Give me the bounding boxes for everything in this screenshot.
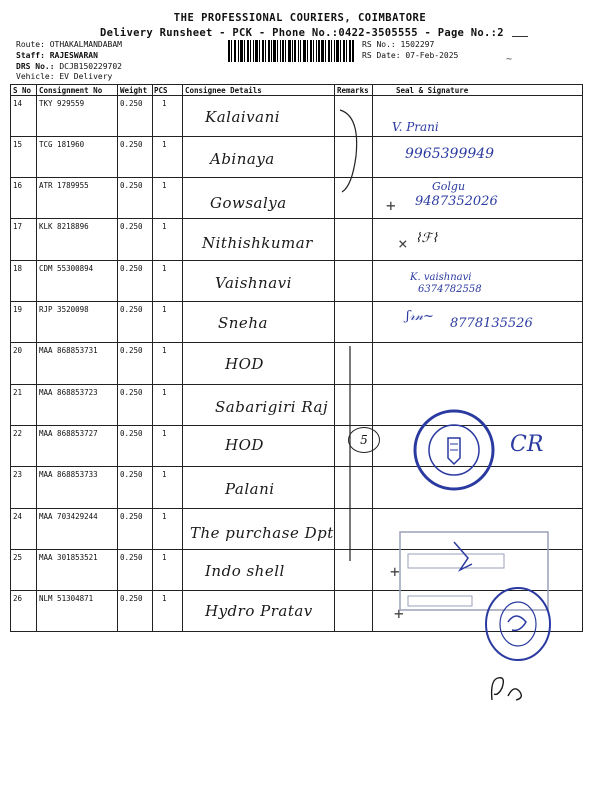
cross-mark-icon: + — [390, 562, 400, 581]
row-sno: 21 — [13, 388, 23, 397]
row-pcs: 1 — [162, 512, 167, 521]
row-sno: 16 — [13, 181, 23, 190]
drs-line: DRS No.: DCJB150229702 — [16, 62, 122, 71]
header-remarks: Remarks — [337, 86, 369, 95]
row-divider — [10, 218, 583, 219]
row-weight: 0.250 — [120, 264, 143, 273]
pen-mark-icon: ~ — [506, 54, 513, 65]
company-title: THE PROFESSIONAL COURIERS, COIMBATORE — [173, 12, 427, 24]
row-pcs: 1 — [162, 346, 167, 355]
row-divider — [10, 425, 583, 426]
row-pcs: 1 — [162, 305, 167, 314]
row-consignee-handwritten: HOD — [225, 355, 264, 373]
row-consignee-handwritten: Sneha — [218, 314, 268, 332]
barcode — [228, 40, 354, 62]
row-pcs: 1 — [162, 594, 167, 603]
signature-phone-row16: 9487352026 — [415, 194, 498, 209]
row-consignee-handwritten: Sabarigiri Raj — [215, 398, 329, 416]
row-consignment: MAA 868853733 — [39, 470, 98, 479]
row-pcs: 1 — [162, 140, 167, 149]
tick-mark-icon: + — [386, 196, 396, 215]
row-consignment: TKY 929559 — [39, 99, 85, 108]
row-weight: 0.250 — [120, 99, 143, 108]
row-consignee-handwritten: The purchase Dpt — [190, 524, 334, 542]
row-weight: 0.250 — [120, 429, 143, 438]
signature-phone-row14: 9965399949 — [405, 146, 495, 162]
row-sno: 18 — [13, 264, 23, 273]
signature-row17: ⌇ℱ⌇ — [415, 231, 438, 246]
row-weight: 0.250 — [120, 553, 143, 562]
row-consignee-handwritten: Palani — [225, 480, 275, 498]
header-seal-signature: Seal & Signature — [396, 86, 469, 95]
row-divider — [10, 136, 583, 137]
cross-mark-icon: + — [394, 604, 404, 623]
route-line: Route: OTHAKALMANDABAM — [16, 40, 122, 49]
row-consignment: KLK 8218896 — [39, 222, 89, 231]
row-weight: 0.250 — [120, 140, 143, 149]
row-consignment: MAA 868853723 — [39, 388, 98, 397]
signature-phone-row19: 8778135526 — [450, 316, 533, 331]
row-consignment: MAA 703429244 — [39, 512, 98, 521]
header-weight: Weight — [120, 86, 148, 95]
row-consignee-handwritten: Nithishkumar — [202, 234, 313, 252]
row-divider — [10, 384, 583, 385]
header-bottom-border — [10, 95, 583, 96]
vehicle-line: Vehicle: EV Delivery — [16, 72, 113, 81]
row-pcs: 1 — [162, 553, 167, 562]
table-top-border — [10, 84, 583, 85]
cross-mark-icon: × — [398, 234, 408, 253]
row-divider — [10, 177, 583, 178]
company-round-seal — [482, 584, 554, 664]
row-consignment: RJP 3520098 — [39, 305, 89, 314]
row-consignee-handwritten: HOD — [225, 436, 264, 454]
row-sno: 17 — [13, 222, 23, 231]
row-consignee-handwritten: Kalaivani — [205, 108, 281, 126]
row-weight: 0.250 — [120, 181, 143, 190]
row-consignment: MAA 868853731 — [39, 346, 98, 355]
row-consignee-handwritten: Gowsalya — [210, 194, 287, 212]
row-consignee-handwritten: Vaishnavi — [215, 274, 292, 292]
signature-row19: ʃ𝓇𝓃~ — [406, 309, 434, 324]
row-sno: 22 — [13, 429, 23, 438]
top-right-mark — [512, 36, 528, 37]
row-divider — [10, 301, 583, 302]
row-pcs: 1 — [162, 388, 167, 397]
row-pcs: 1 — [162, 264, 167, 273]
bottom-signature — [484, 670, 530, 708]
row-weight: 0.250 — [120, 594, 143, 603]
row-consignment: TCG 181960 — [39, 140, 85, 149]
row-consignment: CDM 55300894 — [39, 264, 94, 273]
rs-date-line: RS Date: 07-Feb-2025 — [362, 51, 459, 60]
signature-row22: CR — [510, 432, 544, 457]
signature-row18: K. vaishnavi — [410, 272, 472, 283]
remarks-circle-mark: 5 — [348, 427, 380, 453]
rs-no-line: RS No.: 1502297 — [362, 40, 435, 49]
row-pcs: 1 — [162, 99, 167, 108]
row-sno: 24 — [13, 512, 23, 521]
staff-line: Staff: RAJESWARAN — [16, 51, 98, 60]
row-weight: 0.250 — [120, 470, 143, 479]
row-divider — [10, 508, 583, 509]
runsheet-subtitle: Delivery Runsheet - PCK - Phone No.:0422-3505555 - Page No.:2 — [100, 27, 504, 39]
row-consignee-handwritten: Abinaya — [210, 150, 275, 168]
row-sno: 25 — [13, 553, 23, 562]
row-sno: 23 — [13, 470, 23, 479]
row-weight: 0.250 — [120, 512, 143, 521]
row-divider — [10, 466, 583, 467]
row-pcs: 1 — [162, 429, 167, 438]
signature-row14: V. Prani — [392, 120, 439, 134]
row-weight: 0.250 — [120, 305, 143, 314]
row-consignee-handwritten: Indo shell — [205, 562, 285, 580]
row-weight: 0.250 — [120, 388, 143, 397]
header-consignee: Consignee Details — [185, 86, 262, 95]
header-pcs: PCS — [154, 86, 168, 95]
row-consignment: MAA 301853521 — [39, 553, 98, 562]
signature-phone-row18: 6374782558 — [418, 284, 482, 295]
college-seal-stamp — [412, 408, 496, 492]
row-consignee-handwritten: Hydro Pratav — [205, 602, 313, 620]
row-consignment: NLM 51304871 — [39, 594, 94, 603]
row-weight: 0.250 — [120, 346, 143, 355]
row-divider — [10, 260, 583, 261]
row-pcs: 1 — [162, 181, 167, 190]
remarks-bracket-marks — [330, 96, 380, 566]
row-sno: 14 — [13, 99, 23, 108]
row-consignment: MAA 868853727 — [39, 429, 98, 438]
row-divider — [10, 342, 583, 343]
row-sno: 20 — [13, 346, 23, 355]
header-consignment: Consignment No — [39, 86, 103, 95]
row-pcs: 1 — [162, 222, 167, 231]
row-pcs: 1 — [162, 470, 167, 479]
signature-row16: Golgu — [432, 180, 466, 193]
row-consignment: ATR 1789955 — [39, 181, 89, 190]
row-sno: 26 — [13, 594, 23, 603]
header-sno: S No — [13, 86, 32, 95]
row-sno: 15 — [13, 140, 23, 149]
row-weight: 0.250 — [120, 222, 143, 231]
row-sno: 19 — [13, 305, 23, 314]
